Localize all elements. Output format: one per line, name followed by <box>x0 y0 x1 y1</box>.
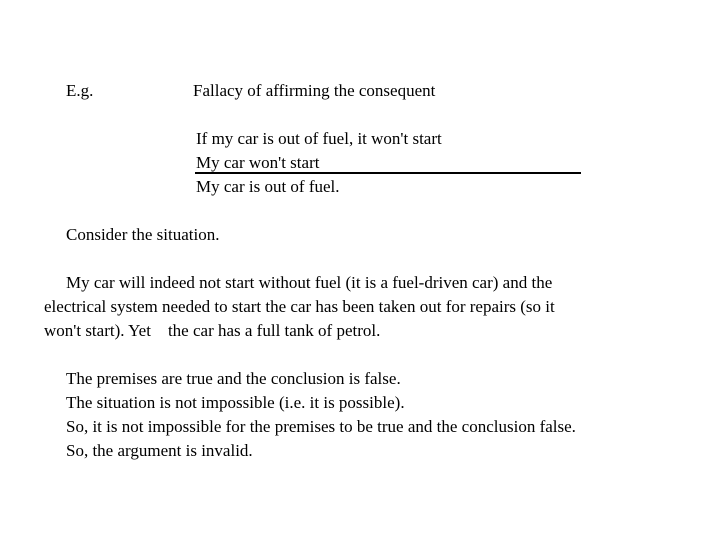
scenario-line-2: electrical system needed to start the car has been taken out for repairs (so it <box>44 297 555 316</box>
consider-heading: Consider the situation. <box>66 225 220 244</box>
analysis-line-1: The premises are true and the conclusion is false. <box>66 369 401 388</box>
conclusion: My car is out of fuel. <box>196 177 340 196</box>
slide-title: Fallacy of affirming the consequent <box>193 81 436 100</box>
example-label: E.g. <box>66 81 94 100</box>
conclusion-divider <box>195 172 581 174</box>
premise-1: If my car is out of fuel, it won't start <box>196 129 442 148</box>
premise-2: My car won't start <box>196 153 320 172</box>
scenario-line-1: My car will indeed not start without fuel (it is a fuel-driven car) and the <box>66 273 553 292</box>
analysis-line-4: So, the argument is invalid. <box>66 441 253 460</box>
analysis-line-3: So, it is not impossible for the premises to be true and the conclusion false. <box>66 417 576 436</box>
analysis-line-2: The situation is not impossible (i.e. it is possible). <box>66 393 405 412</box>
scenario-line-3: won't start). Yet the car has a full tank of petrol. <box>44 321 381 340</box>
